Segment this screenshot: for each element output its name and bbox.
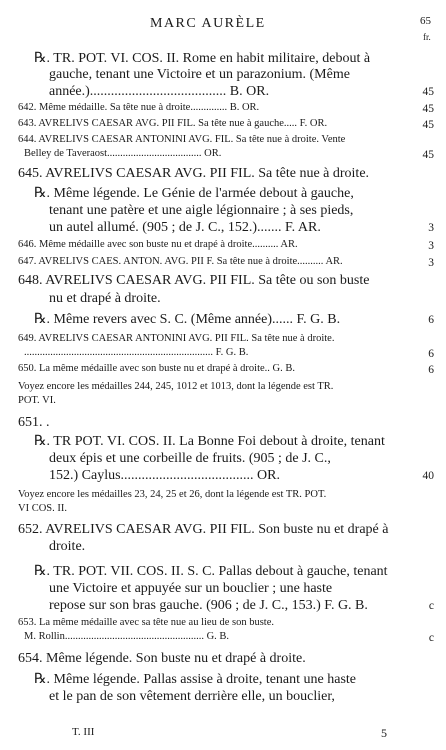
text-line: 644. AVRELIVS CAESAR ANTONINI AVG. FIL. Sa tête nue à droite. Vente bbox=[18, 134, 346, 145]
text-line: ℞. Même légende. Le Génie de l'armée debout à gauche, bbox=[34, 186, 354, 201]
text-line: deux épis et une corbeille de fruits. (905 ; de J. C., bbox=[49, 451, 331, 466]
currency-unit: fr. bbox=[423, 32, 431, 42]
text-line: 646. Même médaille avec son buste nu et drapé à droite.......... AR. bbox=[18, 239, 298, 250]
text-line: VI COS. II. bbox=[18, 503, 67, 514]
text-line: et le pan de son vêtement derrière elle, un bouclier, bbox=[49, 689, 335, 704]
price-value: 6 bbox=[428, 364, 434, 376]
text-line: ........................................................................ F. G. B. bbox=[24, 347, 249, 358]
price-value: 6 bbox=[428, 314, 434, 326]
text-line: gauche, tenant une Victoire et un parazonium. (Même bbox=[49, 67, 350, 82]
folio-number: 5 bbox=[381, 726, 387, 740]
text-line: 152.) Caylus...................................... OR. bbox=[49, 468, 280, 483]
text-line: un autel allumé. (905 ; de J. C., 152.)....... F. AR. bbox=[49, 220, 321, 235]
price-value: c bbox=[428, 632, 434, 644]
text-line: nu et drapé à droite. bbox=[49, 291, 161, 306]
price-value: 45 bbox=[422, 119, 434, 131]
text-line: une Victoire et appuyée sur un bouclier ; une haste bbox=[49, 581, 333, 596]
text-line: 648. AVRELIVS CAESAR AVG. PII FIL. Sa tête ou son buste bbox=[18, 273, 370, 288]
text-line: ℞. TR. POT. VII. COS. II. S. C. Pallas debout à gauche, tenant bbox=[34, 564, 388, 579]
price-value: 40 bbox=[422, 470, 434, 482]
text-line: 650. La même médaille avec son buste nu et drapé à droite.. G. B. bbox=[18, 363, 295, 374]
text-line: Voyez encore les médailles 23, 24, 25 et 26, dont la légende est TR. POT. bbox=[18, 489, 327, 500]
price-value: c bbox=[428, 600, 434, 612]
text-line: année.)....................................... B. OR. bbox=[49, 84, 270, 99]
price-value: 45 bbox=[422, 149, 434, 161]
text-line: ℞. TR. POT. VI. COS. II. Rome en habit militaire, debout à bbox=[34, 51, 371, 66]
signature-mark: T. III bbox=[72, 726, 95, 738]
price-value: 45 bbox=[422, 86, 434, 98]
price-value: 3 bbox=[428, 240, 434, 252]
text-line: 654. Même légende. Son buste nu et drapé à droite. bbox=[18, 651, 306, 666]
text-line: ℞. Même légende. Pallas assise à droite, tenant une haste bbox=[34, 672, 357, 687]
text-line: 652. AVRELIVS CAESAR AVG. PII FIL. Son buste nu et drapé à bbox=[18, 522, 389, 537]
text-line: 649. AVRELIVS CAESAR ANTONINI AVG. PII FIL. Sa tête nue à droite. bbox=[18, 333, 335, 344]
price-value: 45 bbox=[422, 103, 434, 115]
text-line: 642. Même médaille. Sa tête nue à droite.............. B. OR. bbox=[18, 102, 260, 113]
text-line: 653. La même médaille avec sa tête nue au lieu de son buste. bbox=[18, 617, 274, 628]
text-line: droite. bbox=[49, 539, 86, 554]
text-line: repose sur son bras gauche. (906 ; de J. C., 153.) F. G. B. bbox=[49, 598, 368, 613]
price-value: 6 bbox=[428, 348, 434, 360]
text-line: 645. AVRELIVS CAESAR AVG. PII FIL. Sa tête nue à droite. bbox=[18, 166, 370, 181]
text-line: Voyez encore les médailles 244, 245, 1012 et 1013, dont la légende est TR. bbox=[18, 381, 334, 392]
text-line: 643. AVRELIVS CAESAR AVG. PII FIL. Sa tête nue à gauche..... F. OR. bbox=[18, 118, 328, 129]
price-value: 3 bbox=[428, 257, 434, 269]
price-value: 3 bbox=[428, 222, 434, 234]
text-line: M. Rollin..................................................... G. B. bbox=[24, 631, 230, 642]
page-number: 65 bbox=[420, 15, 431, 27]
text-line: 647. AVRELIVS CAES. ANTON. AVG. PII F. Sa tête nue à droite.......... AR. bbox=[18, 256, 343, 267]
text-line: tenant une patère et une aigle légionnaire ; à ses pieds, bbox=[49, 203, 354, 218]
text-line: ℞. TR POT. VI. COS. II. La Bonne Foi debout à droite, tenant bbox=[34, 434, 385, 449]
running-title: MARC AURÈLE bbox=[150, 16, 266, 31]
text-line: POT. VI. bbox=[18, 395, 56, 406]
text-line: ℞. Même revers avec S. C. (Même année)...... F. G. B. bbox=[34, 312, 341, 327]
text-line: Belley de Taveraost.................................... OR. bbox=[24, 148, 222, 159]
text-line: 651. . bbox=[18, 415, 50, 430]
